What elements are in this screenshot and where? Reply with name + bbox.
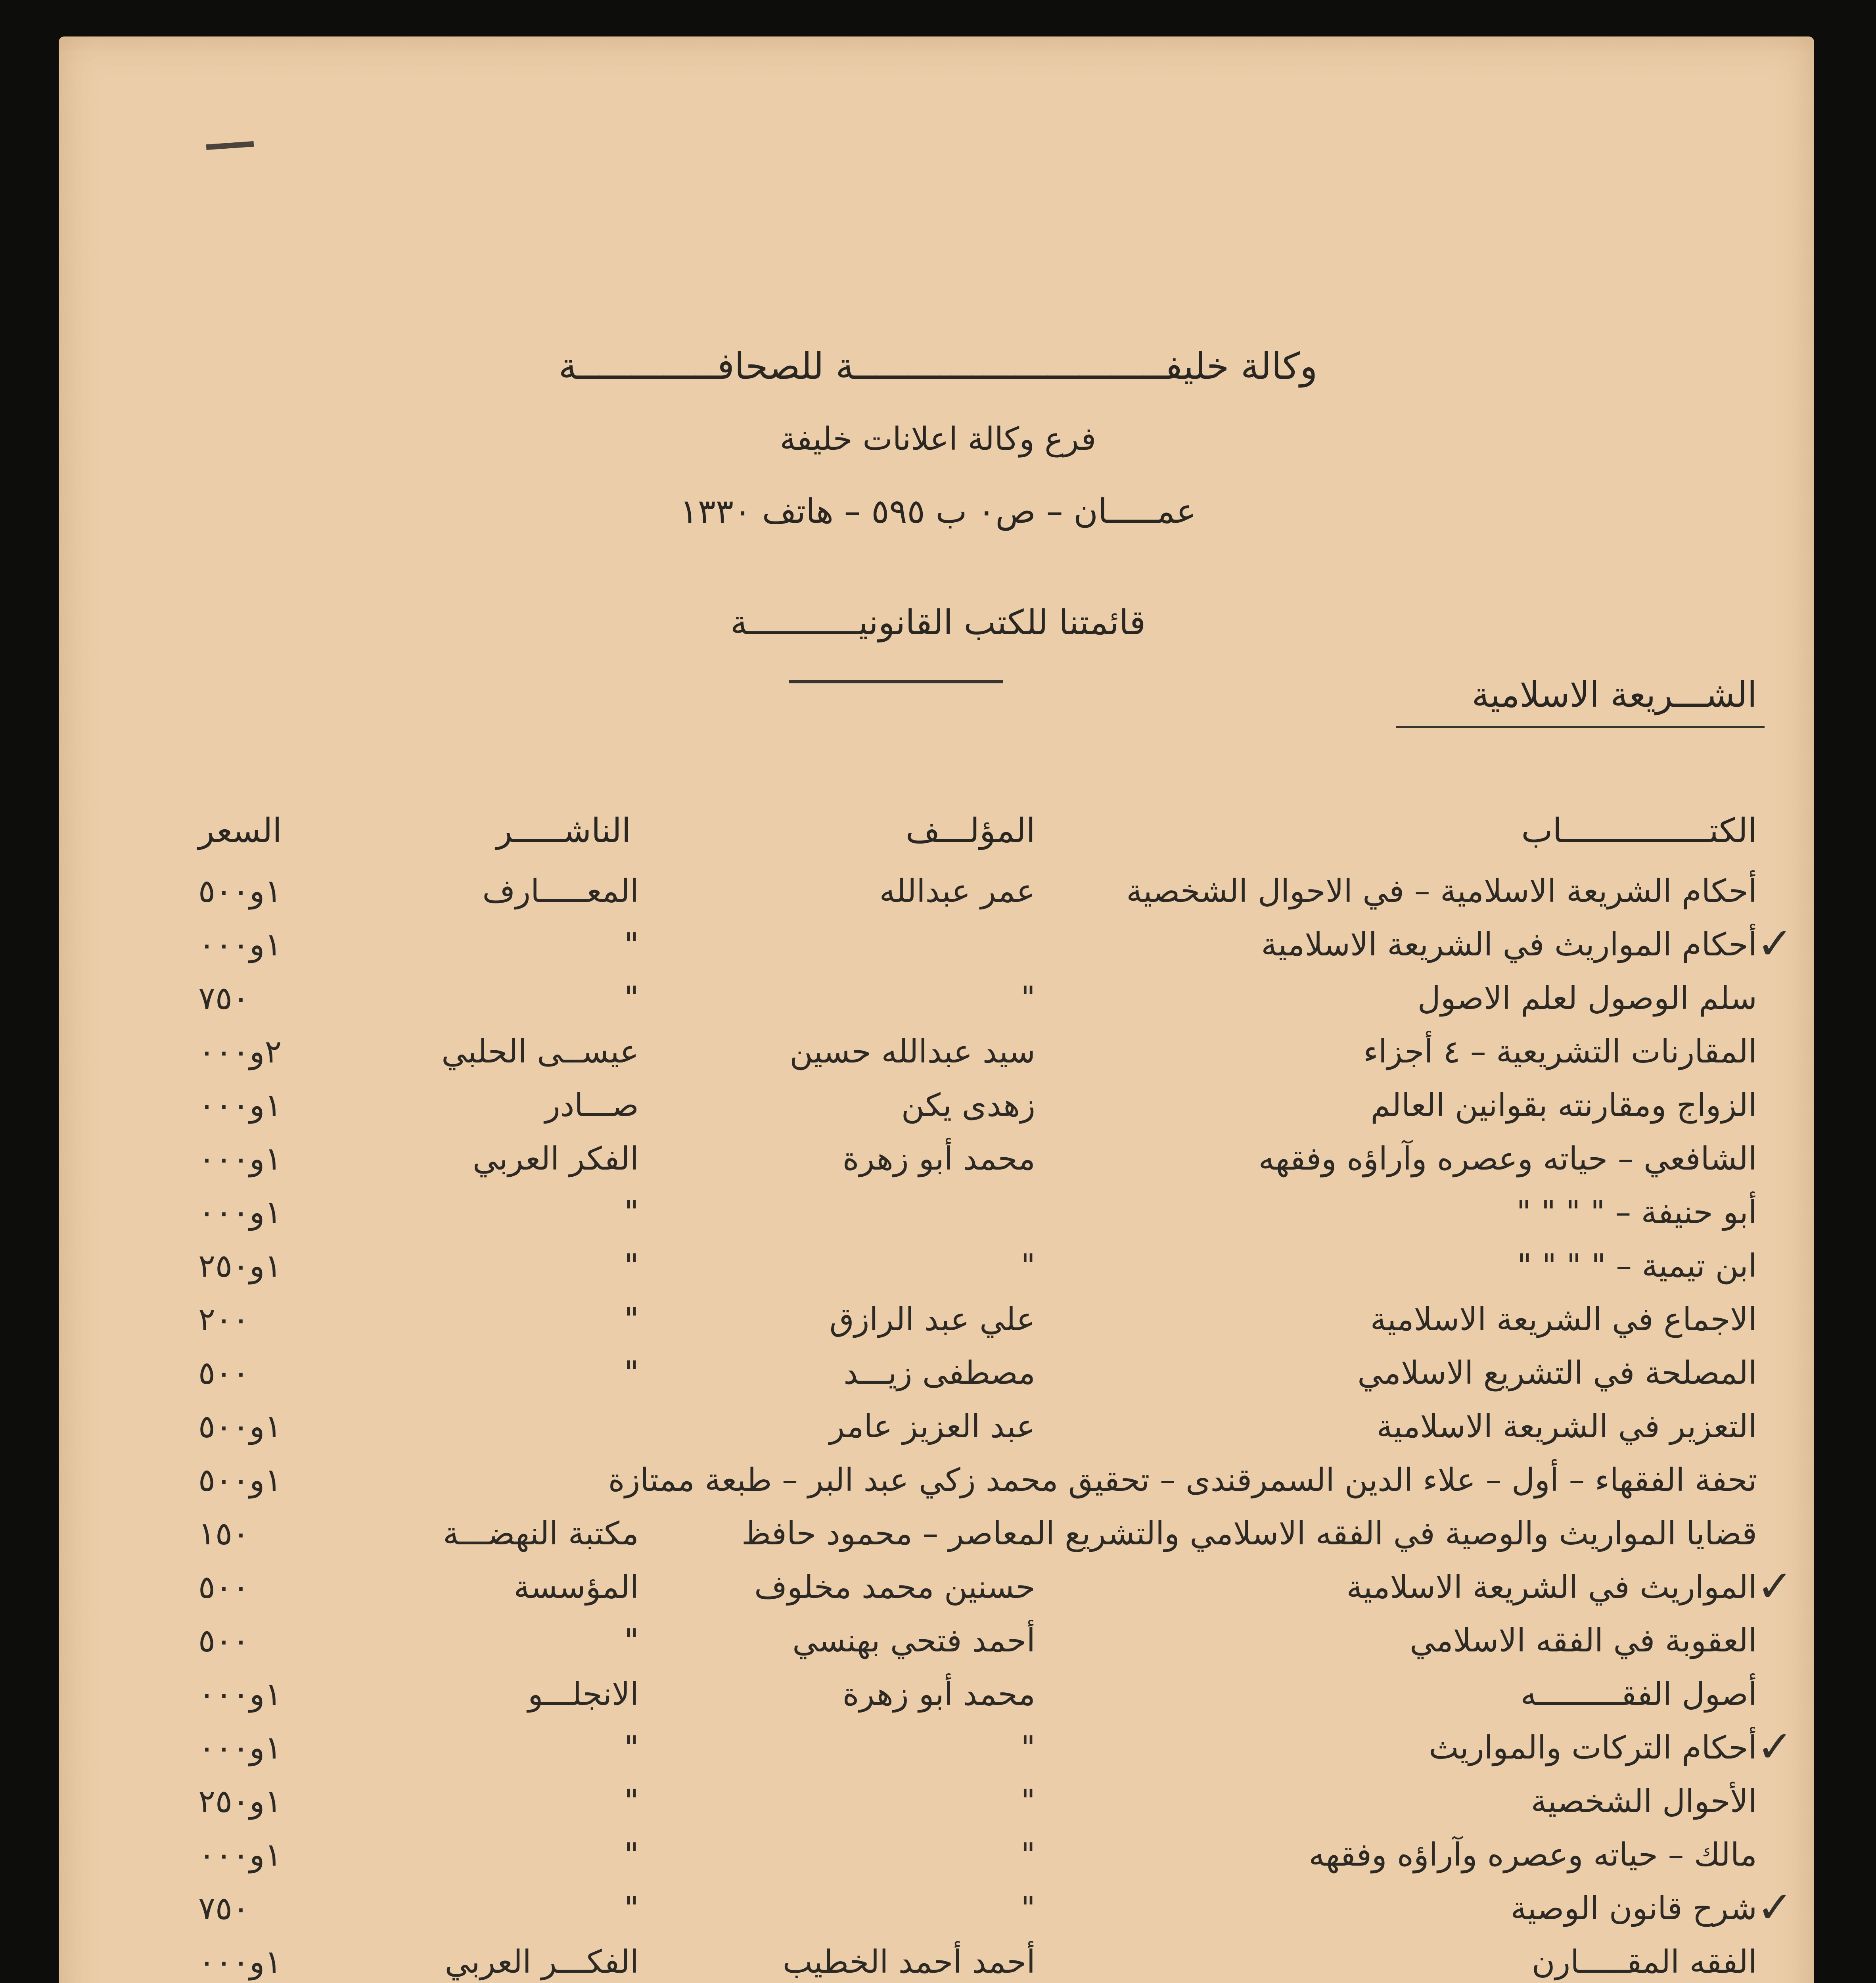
table-row: [0, 1622, 1876, 1674]
book-author: عبد العزيز عامر: [829, 1408, 1035, 1445]
book-author: محمد أبو زهرة: [842, 1140, 1035, 1177]
book-price: ١و٥٠٠: [198, 1408, 282, 1445]
book-price: ٥٠٠: [198, 1354, 249, 1391]
table-row: [0, 1033, 1876, 1085]
book-price: ١و٠٠٠: [198, 1140, 282, 1177]
table-row: [0, 980, 1876, 1031]
book-price: ٧٥٠: [198, 980, 249, 1016]
book-title: ابن تيمية – " " " ": [1517, 1247, 1757, 1284]
book-publisher: المؤسسة: [514, 1569, 639, 1605]
book-title: الزواج ومقارنته بقوانين العالم: [1370, 1087, 1757, 1124]
table-row: [0, 1676, 1876, 1727]
list-title: قائمتنا للكتب القانونيـــــــــــة: [730, 603, 1146, 642]
table-row: [0, 1836, 1876, 1888]
book-price: ١و٠٠٠: [198, 926, 282, 963]
column-header-author: المؤلـــف: [905, 811, 1035, 850]
book-title: العقوبة في الفقه الاسلامي: [1410, 1622, 1757, 1659]
book-title: سلم الوصول لعلم الاصول: [1417, 980, 1757, 1016]
title-underline: [789, 680, 1003, 683]
book-title: أحكام الشريعة الاسلامية – في الاحوال الشخصية: [1126, 873, 1757, 909]
book-title: قضايا المواريث والوصية في الفقه الاسلامي والتشريع المعاصر – محمود حافظ: [741, 1515, 1757, 1552]
book-title: المصلحة في التشريع الاسلامي: [1357, 1354, 1757, 1391]
book-title: الاجماع في الشريعة الاسلامية: [1370, 1301, 1757, 1338]
book-publisher: ": [624, 1247, 639, 1284]
book-title: المواريث في الشريعة الاسلامية: [1346, 1569, 1757, 1605]
book-publisher: عيســى الحلبي: [441, 1033, 639, 1070]
book-author: عمر عبدالله: [879, 873, 1035, 909]
section-underline: [1396, 726, 1765, 728]
book-price: ١و٢٥٠: [198, 1783, 282, 1820]
table-row: [0, 1247, 1876, 1299]
address-line: عمـــــان – ص٠ ب ٥٩٥ – هاتف ١٣٣٠: [680, 492, 1196, 531]
book-publisher: ": [624, 1783, 639, 1820]
book-title: الأحوال الشخصية: [1531, 1783, 1757, 1820]
book-title: أحكام المواريث في الشريعة الاسلامية: [1261, 926, 1757, 963]
table-row: [0, 1194, 1876, 1245]
table-row: [0, 1783, 1876, 1834]
book-title: مالك – حياته وعصره وآراؤه وفقهه: [1309, 1836, 1757, 1873]
book-author: مصطفى زيـــد: [843, 1354, 1035, 1391]
book-author: ": [1021, 1783, 1035, 1820]
book-price: ١و٠٠٠: [198, 1676, 282, 1713]
checkmark-icon: ✓: [1757, 1882, 1794, 1933]
book-author: علي عبد الرازق: [829, 1301, 1035, 1338]
table-row: [0, 918, 1876, 978]
book-author: ": [1021, 980, 1035, 1016]
book-title: أبو حنيفة – " " " ": [1516, 1194, 1757, 1231]
book-title: التعزير في الشريعة الاسلامية: [1376, 1408, 1757, 1445]
book-author: أحمد فتحي بهنسي: [792, 1622, 1035, 1659]
book-publisher: ": [624, 1836, 639, 1873]
book-price: ١و٠٠٠: [198, 1943, 282, 1980]
book-publisher: المعـــــارف: [482, 873, 639, 909]
book-price: ١و٥٠٠: [198, 873, 282, 909]
table-row: [0, 1301, 1876, 1352]
book-author: ": [1021, 1247, 1035, 1284]
book-price: ١٥٠: [198, 1515, 249, 1552]
book-price: ١و٢٥٠: [198, 1247, 282, 1284]
book-price: ١و٠٠٠: [198, 1194, 282, 1231]
book-publisher: ": [624, 1301, 639, 1338]
table-row: [0, 1140, 1876, 1192]
book-publisher: ": [624, 980, 639, 1016]
book-title: أصول الفقـــــــــه: [1520, 1676, 1757, 1713]
book-author: ": [1021, 1729, 1035, 1766]
book-author: حسنين محمد مخلوف: [754, 1569, 1035, 1605]
book-price: ١و٠٠٠: [198, 1836, 282, 1873]
book-price: ١و٠٠٠: [198, 1729, 282, 1766]
book-author: محمد أبو زهرة: [842, 1676, 1035, 1713]
book-price: ٧٥٠: [198, 1890, 249, 1927]
table-row: [0, 1515, 1876, 1567]
book-author: زهدى يكن: [901, 1087, 1035, 1124]
book-publisher: ": [624, 1890, 639, 1927]
book-author: ": [1021, 1836, 1035, 1873]
book-publisher: مكتبة النهضـــة: [443, 1515, 639, 1552]
book-publisher: ": [624, 1622, 639, 1659]
column-header-title: الكتـــــــــــــــاب: [1521, 811, 1757, 850]
book-publisher: ": [624, 1194, 639, 1231]
book-price: ١و٥٠٠: [198, 1461, 282, 1498]
table-row: [0, 1408, 1876, 1459]
book-publisher: الفكر العربي: [472, 1140, 639, 1177]
book-price: ٥٠٠: [198, 1622, 249, 1659]
table-row: [0, 1721, 1876, 1781]
book-publisher: الانجلـــو: [528, 1676, 639, 1713]
book-title: تحفة الفقهاء – أول – علاء الدين السمرقندى – تحقيق محمد زكي عبد البر – طبعة ممتازة: [608, 1461, 1757, 1498]
table-row: [0, 1561, 1876, 1620]
book-publisher: الفكـــر العربي: [445, 1943, 639, 1980]
book-title: الشافعي – حياته وعصره وآراؤه وفقهه: [1258, 1140, 1757, 1177]
book-title: المقارنات التشريعية – ٤ أجزاء: [1363, 1033, 1757, 1070]
table-row: [0, 1354, 1876, 1406]
checkmark-icon: ✓: [1757, 1721, 1794, 1772]
table-row: [0, 1087, 1876, 1138]
table-row: [0, 1943, 1876, 1983]
agency-name: وكالة خليفـــــــــــــــــــــــــــــة للصحافـــــــــــــة: [558, 345, 1318, 387]
book-publisher: صـــادر: [545, 1087, 639, 1124]
book-author: ": [1021, 1890, 1035, 1927]
checkmark-icon: ✓: [1757, 918, 1794, 969]
book-title: الفقه المقـــــارن: [1531, 1943, 1757, 1980]
book-title: شرح قانون الوصية: [1510, 1890, 1757, 1927]
branch-line: فرع وكالة اعلانات خليفة: [780, 420, 1096, 457]
book-title: أحكام التركات والمواريث: [1429, 1729, 1757, 1766]
table-row: [0, 1882, 1876, 1941]
book-price: ٢٠٠: [198, 1301, 249, 1338]
column-header-price: السعر: [198, 811, 282, 850]
table-row: [0, 873, 1876, 924]
book-publisher: ": [624, 926, 639, 963]
book-author: سيد عبدالله حسين: [789, 1033, 1035, 1070]
book-price: ١و٠٠٠: [198, 1087, 282, 1124]
book-publisher: ": [624, 1729, 639, 1766]
column-header-publisher: الناشـــــر: [496, 811, 631, 850]
book-publisher: ": [624, 1354, 639, 1391]
book-author: أحمد أحمد الخطيب: [782, 1943, 1035, 1980]
table-row: [0, 1461, 1876, 1513]
checkmark-icon: ✓: [1757, 1561, 1794, 1611]
book-price: ٥٠٠: [198, 1569, 249, 1605]
section-title: الشـــريعة الاسلامية: [1472, 674, 1757, 715]
book-price: ٢و٠٠٠: [198, 1033, 282, 1070]
